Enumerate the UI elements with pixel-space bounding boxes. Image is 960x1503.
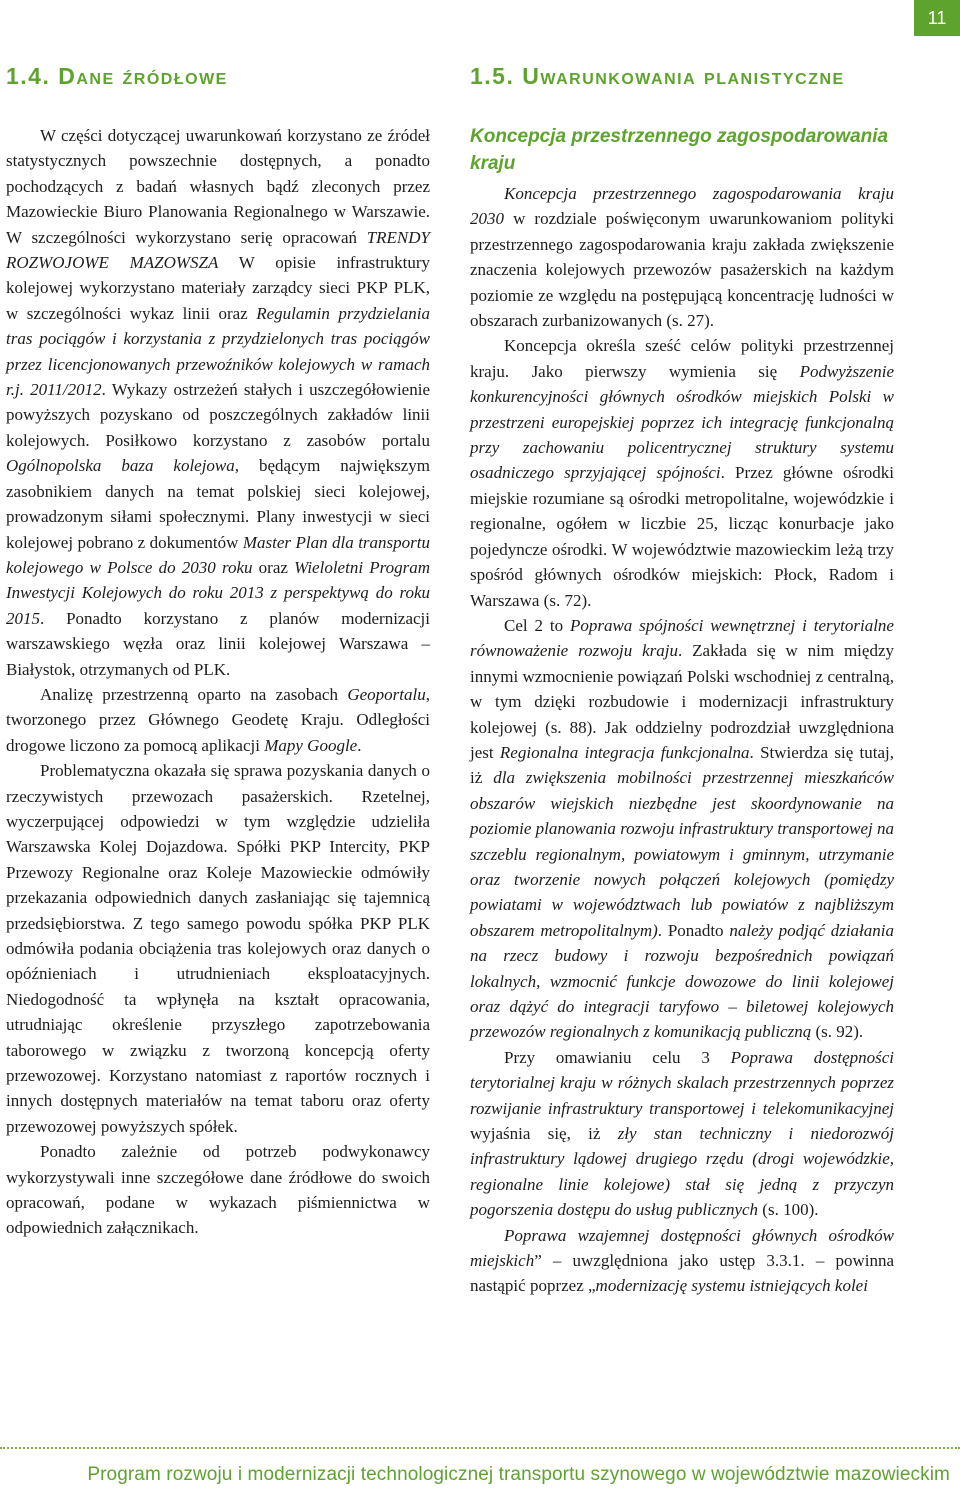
- paragraph: Koncepcja określa sześć celów polityki przestrzennej kraju. Jako pierwszy wymienia się Podwyższenie konkurencyjności głównych ośrodków miejskich Polski w przestrzeni europejskiej poprzez ich integrację funkcjonalną przy zachowaniu policentrycznej struktury systemu osadniczego sprzyjającej spójności. Przez główne ośrodki miejskie rozumiane są ośrodki metropolitalne, wojewódzkie i regionalne, ogółem w liczbie 25, licząc konurbacje jako pojedyncze ośrodki. W województwie mazowieckim leżą trzy spośród głównych ośrodków miejskich: Płock, Radom i Warszawa (s. 72).: [470, 336, 894, 610]
- paragraph: W części dotyczącej uwarunkowań korzystano ze źródeł statystycznych powszechnie dostępnych, a ponadto pochodzących z badań własnych bądź zleconych przez Mazowieckie Biuro Planowania Regionalnego w Warszawie. W szczególności wykorzystano serię opracowań TRENDY ROZWOJOWE MAZOWSZA W opisie infrastruktury kolejowej wykorzystano materiały zarządcy sieci PKP PLK, w szczególności wykaz linii oraz Regulamin przydzielania tras pociągów i korzystania z przydzielonych tras pociągów przez licencjonowanych przewoźników kolejowych w ramach r.j. 2011/2012. Wykazy ostrzeżeń stałych i uszczegółowienie powyższych pozyskano od poszczególnych zakładów linii kolejowych. Posiłkowo korzystano z zasobów portalu Ogólnopolska baza kolejowa, będącym największym zasobnikiem danych na temat polskiej sieci kolejowej, prowadzonym siłami społecznymi. Plany inwestycji w sieci kolejowej pobrano z dokumentów Master Plan dla transportu kolejowego w Polsce do 2030 roku oraz Wieloletni Program Inwestycji Kolejowych do roku 2013 z perspektywą do roku 2015. Ponadto korzystano z planów modernizacji warszawskiego węzła oraz linii kolejowej Warszawa – Białystok, otrzymanych od PLK.: [6, 126, 431, 679]
- paragraph: Przy omawianiu celu 3 Poprawa dostępności terytorialnej kraju w różnych skalach przestrzennych poprzez rozwijanie infrastruktury transportowej i telekomunikacyjnej wyjaśnia się, iż zły stan techniczny i niedorozwój infrastruktury lądowej drugiego rzędu (drogi wojewódzkie, regionalne linie kolejowe) stał się jedną z przyczyn pogorszenia dostępu do usług publicznych (s. 100).: [470, 1047, 895, 1220]
- right-column: [470, 62, 894, 1299]
- section-title-data-sources: 1.4. Dane źródłowe: [6, 63, 228, 89]
- paragraph: Problematyczna okazała się sprawa pozyskania danych o rzeczywistych przewozach pasażerskich. Rzetelnej, wyczerpującej odpowiedzi w tym względzie udzieliła Warszawska Kolej Dojazdowa. Spółki PKP Intercity, PKP Przewozy Regionalne oraz Koleje Mazowieckie odmówiły przekazania odpowiednich danych zasłaniając się tajemnicą przedsiębiorstwa. Z tego samego powodu spółka PKP PLK odmówiła podania obciążenia tras kolejowych oraz danych o opóźnieniach i utrudnieniach eksploatacyjnych. Niedogodność ta wpłynęła na kształt opracowania, utrudniając określenie przyszłego zapotrzebowania taborowego w związku z tworzoną koncepcją oferty przewozowej. Korzystano natomiast z raportów rocznych i innych dostępnych materiałów na temat taboru oraz oferty przewozowej powyższych spółek.: [6, 761, 430, 1136]
- paragraph: Cel 2 to Poprawa spójności wewnętrznej i terytorialne równoważenie rozwoju kraju. Zakłada się w nim między innymi wzmocnienie powiązań Polski wschodniej z centralną, w tym dzięki rozbudowie i modernizacji infrastruktury kolejowej (s. 88). Jak oddzielny podrozdział uwzględniona jest Regionalna integracja funkcjonalna. Stwierdza się tutaj, iż dla zwiększenia mobilności przestrzennej mieszkańców obszarów wiejskich niezbędne jest skoordynowanie na poziomie planowania rozwoju infrastruktury transportowej na szczeblu regionalnym, powiatowym i gminnym, utrzymanie oraz tworzenie nowych połączeń kolejowych (pomiędzy powiatami w województwach lub powiatów z najbliższym obszarem metropolitalnym). Ponadto należy podjąć działania na rzecz budowy i rozwoju bezpośrednich powiązań lokalnych, wzmocnić funkcje dowozowe do linii kolejowej oraz dążyć do integracji taryfowo – biletowej kolejowych przewozów regionalnych z komunikacją publiczną (s. 92).: [470, 615, 895, 1042]
- paragraph: Koncepcja przestrzennego zagospodarowania kraju 2030 w rozdziale poświęconym uwarunkowaniom polityki przestrzennego zagospodarowania kraju zakłada zwiększenie znaczenia kolejowych przewozów pasażerskich na każdym poziomie ze względu na postępującą koncentrację ludności w obszarach zurbanizowanych (s. 27).: [470, 184, 894, 331]
- left-column: [6, 62, 430, 1241]
- page-number: 11: [914, 0, 960, 36]
- paragraph: Poprawa wzajemnej dostępności głównych ośrodków miejskich” – uwzględniona jako ustęp 3.3.1. – powinna nastąpić poprzez „modernizację systemu istniejących kolei: [470, 1225, 894, 1296]
- footer-divider: [0, 1447, 960, 1449]
- paragraph: Analizę przestrzenną oparto na zasobach Geoportalu, tworzonego przez Głównego Geodetę Kraju. Odległości drogowe liczono za pomocą aplikacji Mapy Google.: [6, 684, 430, 755]
- section-title-planning-conditions: 1.5. Uwarunkowania planistyczne: [470, 63, 845, 89]
- paragraph: Ponadto zależnie od potrzeb podwykonawcy wykorzystywali inne szczegółowe dane źródłowe do swoich opracowań, podane w wykazach piśmiennictwa w odpowiednich załącznikach.: [6, 1142, 430, 1238]
- footer-title: Program rozwoju i modernizacji technologicznej transportu szynowego w województwie mazowieckim: [87, 1464, 950, 1485]
- subsection-title: Koncepcja przestrzennego zagospodarowania kraju: [470, 126, 889, 174]
